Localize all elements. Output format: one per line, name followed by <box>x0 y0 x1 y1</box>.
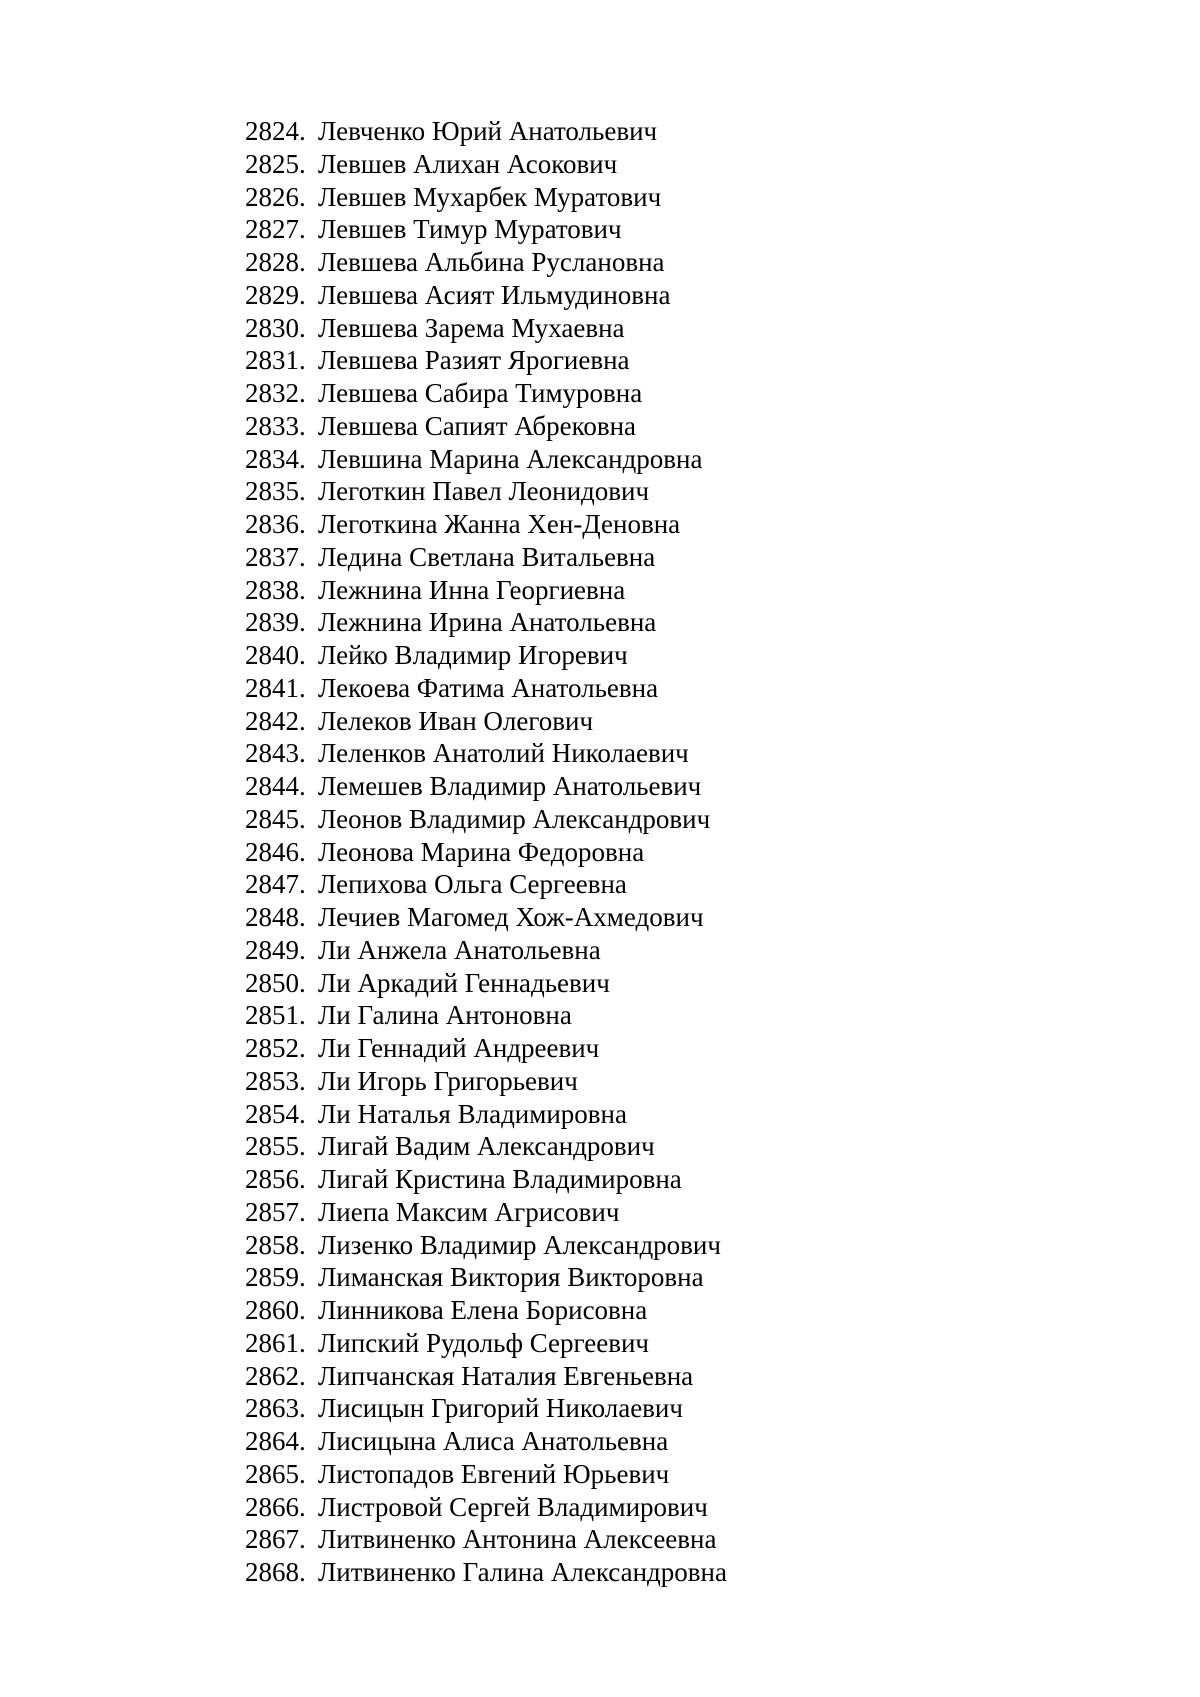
entry-name: Ледина Светлана Витальевна <box>318 541 656 572</box>
entry-name: Лиепа Максим Агрисович <box>318 1196 620 1227</box>
entry-number: 2832. <box>245 378 306 408</box>
list-item <box>245 1130 727 1163</box>
entry-number: 2845. <box>245 803 306 834</box>
list-item <box>245 246 727 279</box>
entry-name: Ли Аркадий Геннадьевич <box>318 967 610 998</box>
list-item <box>245 1032 727 1065</box>
entry-name: Лечиев Магомед Хож-Ахмедович <box>318 902 704 932</box>
list-item <box>245 1491 727 1524</box>
list-item <box>245 148 727 181</box>
entry-number: 2827. <box>245 214 306 245</box>
list-item <box>245 1458 727 1491</box>
entry-name: Левшев Мухарбек Муратович <box>318 181 662 212</box>
entry-number: 2859. <box>245 1262 306 1293</box>
entry-number: 2864. <box>245 1426 306 1456</box>
entry-name: Леленков Анатолий Николаевич <box>318 738 689 769</box>
entry-name: Лелеков Иван Олегович <box>318 705 594 736</box>
list-item <box>245 213 727 246</box>
entry-name: Ли Галина Антоновна <box>318 1000 572 1031</box>
entry-name: Ли Геннадий Андреевич <box>318 1033 600 1063</box>
entry-name: Левшина Марина Александровна <box>318 443 703 474</box>
list-item <box>245 901 727 934</box>
entry-name: Лекоева Фатима Анатольевна <box>318 672 659 703</box>
entry-number: 2855. <box>245 1131 306 1162</box>
list-item <box>245 1294 727 1327</box>
entry-number: 2860. <box>245 1295 306 1325</box>
entry-number: 2856. <box>245 1164 306 1194</box>
entry-number: 2830. <box>245 312 306 343</box>
entry-name: Лежнина Инна Георгиевна <box>318 574 626 605</box>
list-item <box>245 541 727 574</box>
entry-number: 2833. <box>245 410 306 441</box>
entry-number: 2834. <box>245 443 306 474</box>
entry-number: 2857. <box>245 1196 306 1227</box>
entry-number: 2858. <box>245 1229 306 1260</box>
list-item <box>245 1327 727 1360</box>
entry-number: 2843. <box>245 738 306 769</box>
list-item <box>245 967 727 1000</box>
entry-number: 2840. <box>245 640 306 670</box>
list-item <box>245 1098 727 1131</box>
entry-name: Левшева Зарема Мухаевна <box>318 312 625 343</box>
entry-name: Ли Игорь Григорьевич <box>318 1065 578 1096</box>
entry-number: 2841. <box>245 672 306 703</box>
entry-name: Литвиненко Антонина Алексеевна <box>318 1524 717 1555</box>
entry-number: 2861. <box>245 1327 306 1358</box>
list-item <box>245 999 727 1032</box>
entry-number: 2853. <box>245 1065 306 1096</box>
entry-name: Левшева Альбина Руслановна <box>318 247 665 277</box>
list-item <box>245 181 727 214</box>
entry-number: 2842. <box>245 705 306 736</box>
entry-name: Листопадов Евгений Юрьевич <box>318 1458 670 1489</box>
entry-name: Лизенко Владимир Александрович <box>318 1229 721 1260</box>
list-item <box>245 1392 727 1425</box>
entry-number: 2866. <box>245 1491 306 1522</box>
entry-number: 2867. <box>245 1524 306 1555</box>
list-item <box>245 868 727 901</box>
entry-name: Лигай Вадим Александрович <box>318 1131 655 1162</box>
entry-name: Левшева Асият Ильмудиновна <box>318 279 671 310</box>
entry-name: Левшева Сабира Тимуровна <box>318 378 643 408</box>
entry-name: Левшева Сапият Абрековна <box>318 410 637 441</box>
entry-name: Лисицын Григорий Николаевич <box>318 1393 683 1424</box>
entry-number: 2850. <box>245 967 306 998</box>
entry-number: 2826. <box>245 181 306 212</box>
entry-number: 2824. <box>245 116 306 146</box>
entry-name: Липский Рудольф Сергеевич <box>318 1327 649 1358</box>
entry-name: Левченко Юрий Анатольевич <box>318 116 658 146</box>
name-list <box>245 115 727 1589</box>
entry-name: Левшева Разият Ярогиевна <box>318 345 630 376</box>
entry-number: 2868. <box>245 1557 306 1587</box>
entry-name: Лигай Кристина Владимировна <box>318 1164 682 1194</box>
entry-number: 2851. <box>245 1000 306 1031</box>
list-item <box>245 836 727 869</box>
list-item <box>245 312 727 345</box>
list-item <box>245 475 727 508</box>
entry-number: 2846. <box>245 836 306 867</box>
list-item <box>245 377 727 410</box>
entry-number: 2828. <box>245 247 306 277</box>
entry-number: 2847. <box>245 869 306 900</box>
list-item <box>245 934 727 967</box>
entry-number: 2844. <box>245 771 306 801</box>
list-item <box>245 1065 727 1098</box>
entry-number: 2863. <box>245 1393 306 1424</box>
entry-number: 2835. <box>245 476 306 507</box>
entry-name: Линникова Елена Борисовна <box>318 1295 648 1325</box>
list-item <box>245 737 727 770</box>
entry-name: Лиманская Виктория Викторовна <box>318 1262 704 1293</box>
entry-number: 2854. <box>245 1098 306 1129</box>
list-item <box>245 606 727 639</box>
entry-name: Леонова Марина Федоровна <box>318 836 645 867</box>
entry-number: 2829. <box>245 279 306 310</box>
list-item <box>245 115 727 148</box>
list-item <box>245 803 727 836</box>
entry-name: Листровой Сергей Владимирович <box>318 1491 708 1522</box>
list-item <box>245 639 727 672</box>
list-item <box>245 410 727 443</box>
entry-name: Лежнина Ирина Анатольевна <box>318 607 657 638</box>
list-item <box>245 1425 727 1458</box>
entry-name: Липчанская Наталия Евгеньевна <box>318 1360 694 1391</box>
entry-name: Ли Наталья Владимировна <box>318 1098 627 1129</box>
entry-number: 2831. <box>245 345 306 376</box>
entry-number: 2836. <box>245 509 306 539</box>
entry-name: Лемешев Владимир Анатольевич <box>318 771 702 801</box>
list-item <box>245 1556 727 1589</box>
list-item <box>245 1229 727 1262</box>
entry-number: 2849. <box>245 934 306 965</box>
list-item <box>245 1523 727 1556</box>
list-item <box>245 1196 727 1229</box>
entry-number: 2848. <box>245 902 306 932</box>
entry-name: Лейко Владимир Игоревич <box>318 640 628 670</box>
entry-number: 2825. <box>245 148 306 179</box>
entry-number: 2862. <box>245 1360 306 1391</box>
entry-name: Ли Анжела Анатольевна <box>318 934 601 965</box>
list-item <box>245 279 727 312</box>
list-item <box>245 1360 727 1393</box>
entry-name: Литвиненко Галина Александровна <box>318 1557 727 1587</box>
entry-number: 2852. <box>245 1033 306 1063</box>
entry-name: Левшев Тимур Муратович <box>318 214 622 245</box>
entry-name: Леготкина Жанна Хен-Деновна <box>318 509 681 539</box>
entry-number: 2839. <box>245 607 306 638</box>
list-item <box>245 770 727 803</box>
list-item <box>245 574 727 607</box>
list-item <box>245 1163 727 1196</box>
list-item <box>245 344 727 377</box>
entry-number: 2837. <box>245 541 306 572</box>
entry-name: Леонов Владимир Александрович <box>318 803 711 834</box>
entry-number: 2865. <box>245 1458 306 1489</box>
list-item <box>245 443 727 476</box>
list-item <box>245 1261 727 1294</box>
entry-name: Левшев Алихан Асокович <box>318 148 618 179</box>
entry-name: Лепихова Ольга Сергеевна <box>318 869 627 900</box>
list-item <box>245 508 727 541</box>
entry-name: Леготкин Павел Леонидович <box>318 476 650 507</box>
entry-name: Лисицына Алиса Анатольевна <box>318 1426 669 1456</box>
list-item <box>245 672 727 705</box>
entry-number: 2838. <box>245 574 306 605</box>
list-item <box>245 705 727 738</box>
